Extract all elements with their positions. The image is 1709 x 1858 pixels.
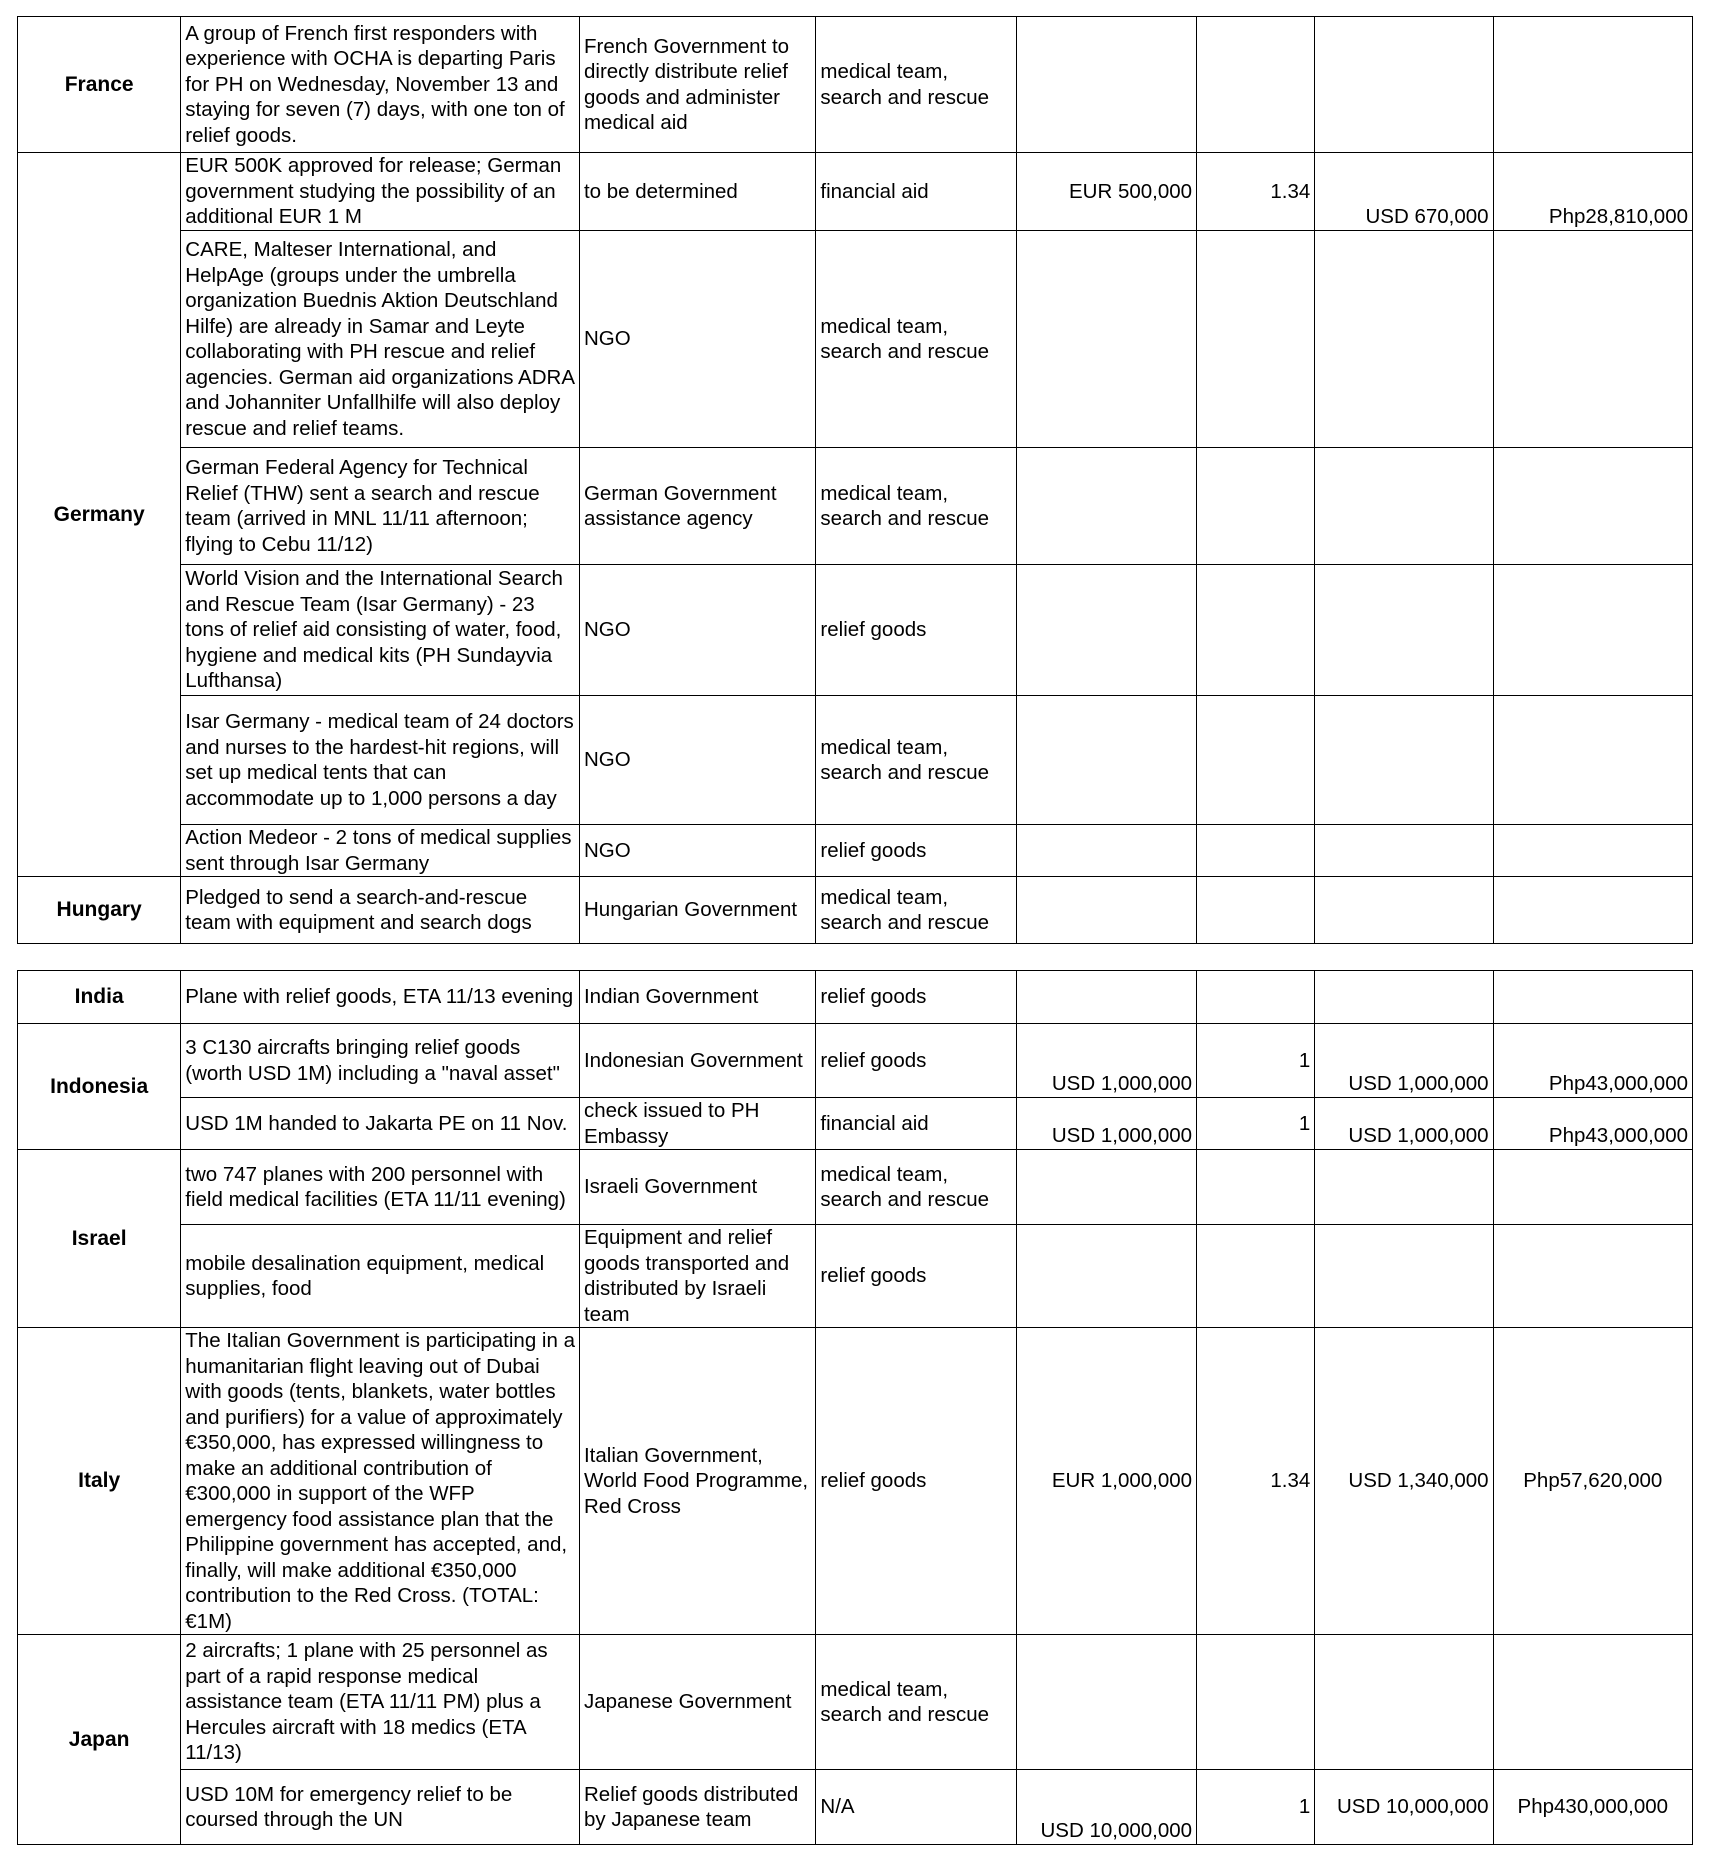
channel-cell: NGO — [579, 825, 815, 877]
description-cell: two 747 planes with 200 personnel with field medical facilities (ETA 11/11 evening) — [181, 1150, 580, 1225]
rate-cell: 1.34 — [1197, 153, 1315, 231]
php-cell — [1493, 448, 1692, 565]
type-cell: relief goods — [816, 971, 1016, 1024]
aid-table-top — [17, 16, 1693, 944]
table-row — [18, 1098, 1693, 1150]
rate-cell — [1197, 971, 1315, 1024]
description-cell: EUR 500K approved for release; German government studying the possibility of an additional EUR 1 M — [181, 153, 580, 231]
type-cell: medical team, search and rescue — [816, 448, 1016, 565]
rate-cell — [1197, 565, 1315, 696]
rate-cell — [1197, 877, 1315, 944]
type-cell: medical team, search and rescue — [816, 231, 1016, 448]
php-cell: Php57,620,000 — [1493, 1328, 1692, 1635]
table-row — [18, 1770, 1693, 1845]
description-cell: USD 1M handed to Jakarta PE on 11 Nov. — [181, 1098, 580, 1150]
description-cell: A group of French first responders with experience with OCHA is departing Paris for PH on Wednesday, November 13 and staying for seven (7) days, with one ton of relief goods. — [181, 17, 580, 153]
table-row — [18, 17, 1693, 153]
php-cell — [1493, 825, 1692, 877]
channel-cell: NGO — [579, 231, 815, 448]
type-cell: N/A — [816, 1770, 1016, 1845]
php-cell — [1493, 1225, 1692, 1328]
usd-cell — [1315, 825, 1493, 877]
php-cell: Php430,000,000 — [1493, 1770, 1692, 1845]
channel-cell: NGO — [579, 696, 815, 825]
type-cell: relief goods — [816, 1024, 1016, 1098]
description-cell: mobile desalination equipment, medical supplies, food — [181, 1225, 580, 1328]
php-cell — [1493, 1150, 1692, 1225]
amount-cell — [1016, 1225, 1196, 1328]
usd-cell — [1315, 448, 1493, 565]
type-cell: relief goods — [816, 1225, 1016, 1328]
table-row — [18, 1150, 1693, 1225]
description-cell: Action Medeor - 2 tons of medical supplies sent through Isar Germany — [181, 825, 580, 877]
usd-cell: USD 1,340,000 — [1315, 1328, 1493, 1635]
usd-cell: USD 1,000,000 — [1315, 1098, 1493, 1150]
type-cell: medical team, search and rescue — [816, 17, 1016, 153]
type-cell: relief goods — [816, 565, 1016, 696]
rate-cell — [1197, 825, 1315, 877]
country-cell: Israel — [18, 1150, 181, 1328]
table-row — [18, 565, 1693, 696]
channel-cell: to be determined — [579, 153, 815, 231]
php-cell: Php43,000,000 — [1493, 1024, 1692, 1098]
channel-cell: check issued to PH Embassy — [579, 1098, 815, 1150]
php-cell: Php28,810,000 — [1493, 153, 1692, 231]
channel-cell: Japanese Government — [579, 1635, 815, 1770]
country-cell: Indonesia — [18, 1024, 181, 1150]
php-cell: Php43,000,000 — [1493, 1098, 1692, 1150]
amount-cell: USD 1,000,000 — [1016, 1024, 1196, 1098]
rate-cell: 1.34 — [1197, 1328, 1315, 1635]
type-cell: relief goods — [816, 1328, 1016, 1635]
channel-cell: German Government assistance agency — [579, 448, 815, 565]
description-cell: 2 aircrafts; 1 plane with 25 personnel as part of a rapid response medical assistance team (ETA 11/11 PM) plus a Hercules aircraft with 18 medics (ETA 11/13) — [181, 1635, 580, 1770]
amount-cell — [1016, 696, 1196, 825]
usd-cell — [1315, 971, 1493, 1024]
rate-cell — [1197, 231, 1315, 448]
rate-cell — [1197, 696, 1315, 825]
rate-cell — [1197, 1150, 1315, 1225]
rate-cell: 1 — [1197, 1098, 1315, 1150]
rate-cell: 1 — [1197, 1024, 1315, 1098]
type-cell: medical team, search and rescue — [816, 696, 1016, 825]
table-row — [18, 825, 1693, 877]
description-cell: Plane with relief goods, ETA 11/13 evening — [181, 971, 580, 1024]
channel-cell: Israeli Government — [579, 1150, 815, 1225]
usd-cell — [1315, 1150, 1493, 1225]
channel-cell: Italian Government, World Food Programme, Red Cross — [579, 1328, 815, 1635]
usd-cell — [1315, 696, 1493, 825]
channel-cell: Indian Government — [579, 971, 815, 1024]
country-cell: Japan — [18, 1635, 181, 1845]
type-cell: relief goods — [816, 825, 1016, 877]
usd-cell — [1315, 877, 1493, 944]
amount-cell — [1016, 448, 1196, 565]
country-cell: Germany — [18, 153, 181, 877]
usd-cell: USD 1,000,000 — [1315, 1024, 1493, 1098]
usd-cell — [1315, 231, 1493, 448]
php-cell — [1493, 231, 1692, 448]
description-cell: CARE, Malteser International, and HelpAge (groups under the umbrella organization Buednis Aktion Deutschland Hilfe) are already in Samar and Leyte collaborating with PH rescue and relief agencies. German aid organizations ADRA and Johanniter Unfallhilfe will also deploy rescue and relief teams. — [181, 231, 580, 448]
php-cell — [1493, 1635, 1692, 1770]
table-row — [18, 1635, 1693, 1770]
channel-cell: Indonesian Government — [579, 1024, 815, 1098]
description-cell: World Vision and the International Search and Rescue Team (Isar Germany) - 23 tons of relief aid consisting of water, food, hygiene and medical kits (PH Sundayvia Lufthansa) — [181, 565, 580, 696]
rate-cell — [1197, 1225, 1315, 1328]
type-cell: medical team, search and rescue — [816, 1150, 1016, 1225]
aid-table-bottom — [17, 970, 1693, 1845]
amount-cell: USD 10,000,000 — [1016, 1770, 1196, 1845]
table-row — [18, 971, 1693, 1024]
description-cell: The Italian Government is participating in a humanitarian flight leaving out of Dubai with goods (tents, blankets, water bottles and purifiers) for a value of approximately €350,000, has expressed willingness to make an additional contribution of €300,000 in support of the WFP emergency food assistance plan that the Philippine government has accepted, and, finally, will make additional €350,000 contribution to the Red Cross. (TOTAL: €1M) — [181, 1328, 580, 1635]
amount-cell: EUR 500,000 — [1016, 153, 1196, 231]
rate-cell — [1197, 17, 1315, 153]
usd-cell — [1315, 17, 1493, 153]
channel-cell: Hungarian Government — [579, 877, 815, 944]
rate-cell — [1197, 1635, 1315, 1770]
country-cell: India — [18, 971, 181, 1024]
usd-cell — [1315, 565, 1493, 696]
php-cell — [1493, 17, 1692, 153]
amount-cell — [1016, 1150, 1196, 1225]
amount-cell: USD 1,000,000 — [1016, 1098, 1196, 1150]
amount-cell — [1016, 231, 1196, 448]
type-cell: financial aid — [816, 1098, 1016, 1150]
country-cell: Hungary — [18, 877, 181, 944]
php-cell — [1493, 565, 1692, 696]
amount-cell — [1016, 825, 1196, 877]
amount-cell — [1016, 565, 1196, 696]
php-cell — [1493, 971, 1692, 1024]
table-row — [18, 153, 1693, 231]
country-cell: France — [18, 17, 181, 153]
amount-cell — [1016, 877, 1196, 944]
table-row — [18, 1024, 1693, 1098]
amount-cell — [1016, 1635, 1196, 1770]
table-row — [18, 448, 1693, 565]
php-cell — [1493, 696, 1692, 825]
amount-cell — [1016, 17, 1196, 153]
type-cell: medical team, search and rescue — [816, 1635, 1016, 1770]
rate-cell — [1197, 448, 1315, 565]
rate-cell: 1 — [1197, 1770, 1315, 1845]
table-row — [18, 877, 1693, 944]
type-cell: financial aid — [816, 153, 1016, 231]
type-cell: medical team, search and rescue — [816, 877, 1016, 944]
usd-cell — [1315, 1225, 1493, 1328]
table-row — [18, 1225, 1693, 1328]
description-cell: 3 C130 aircrafts bringing relief goods (worth USD 1M) including a "naval asset" — [181, 1024, 580, 1098]
table-row — [18, 1328, 1693, 1635]
channel-cell: NGO — [579, 565, 815, 696]
country-cell: Italy — [18, 1328, 181, 1635]
table-row — [18, 696, 1693, 825]
usd-cell: USD 10,000,000 — [1315, 1770, 1493, 1845]
usd-cell — [1315, 1635, 1493, 1770]
channel-cell: Relief goods distributed by Japanese team — [579, 1770, 815, 1845]
description-cell: Pledged to send a search-and-rescue team with equipment and search dogs — [181, 877, 580, 944]
amount-cell — [1016, 971, 1196, 1024]
description-cell: Isar Germany - medical team of 24 doctors and nurses to the hardest-hit regions, will set up medical tents that can accommodate up to 1,000 persons a day — [181, 696, 580, 825]
description-cell: USD 10M for emergency relief to be coursed through the UN — [181, 1770, 580, 1845]
usd-cell: USD 670,000 — [1315, 153, 1493, 231]
channel-cell: French Government to directly distribute relief goods and administer medical aid — [579, 17, 815, 153]
php-cell — [1493, 877, 1692, 944]
channel-cell: Equipment and relief goods transported and distributed by Israeli team — [579, 1225, 815, 1328]
table-row — [18, 231, 1693, 448]
amount-cell: EUR 1,000,000 — [1016, 1328, 1196, 1635]
description-cell: German Federal Agency for Technical Relief (THW) sent a search and rescue team (arrived in MNL 11/11 afternoon; flying to Cebu 11/12) — [181, 448, 580, 565]
